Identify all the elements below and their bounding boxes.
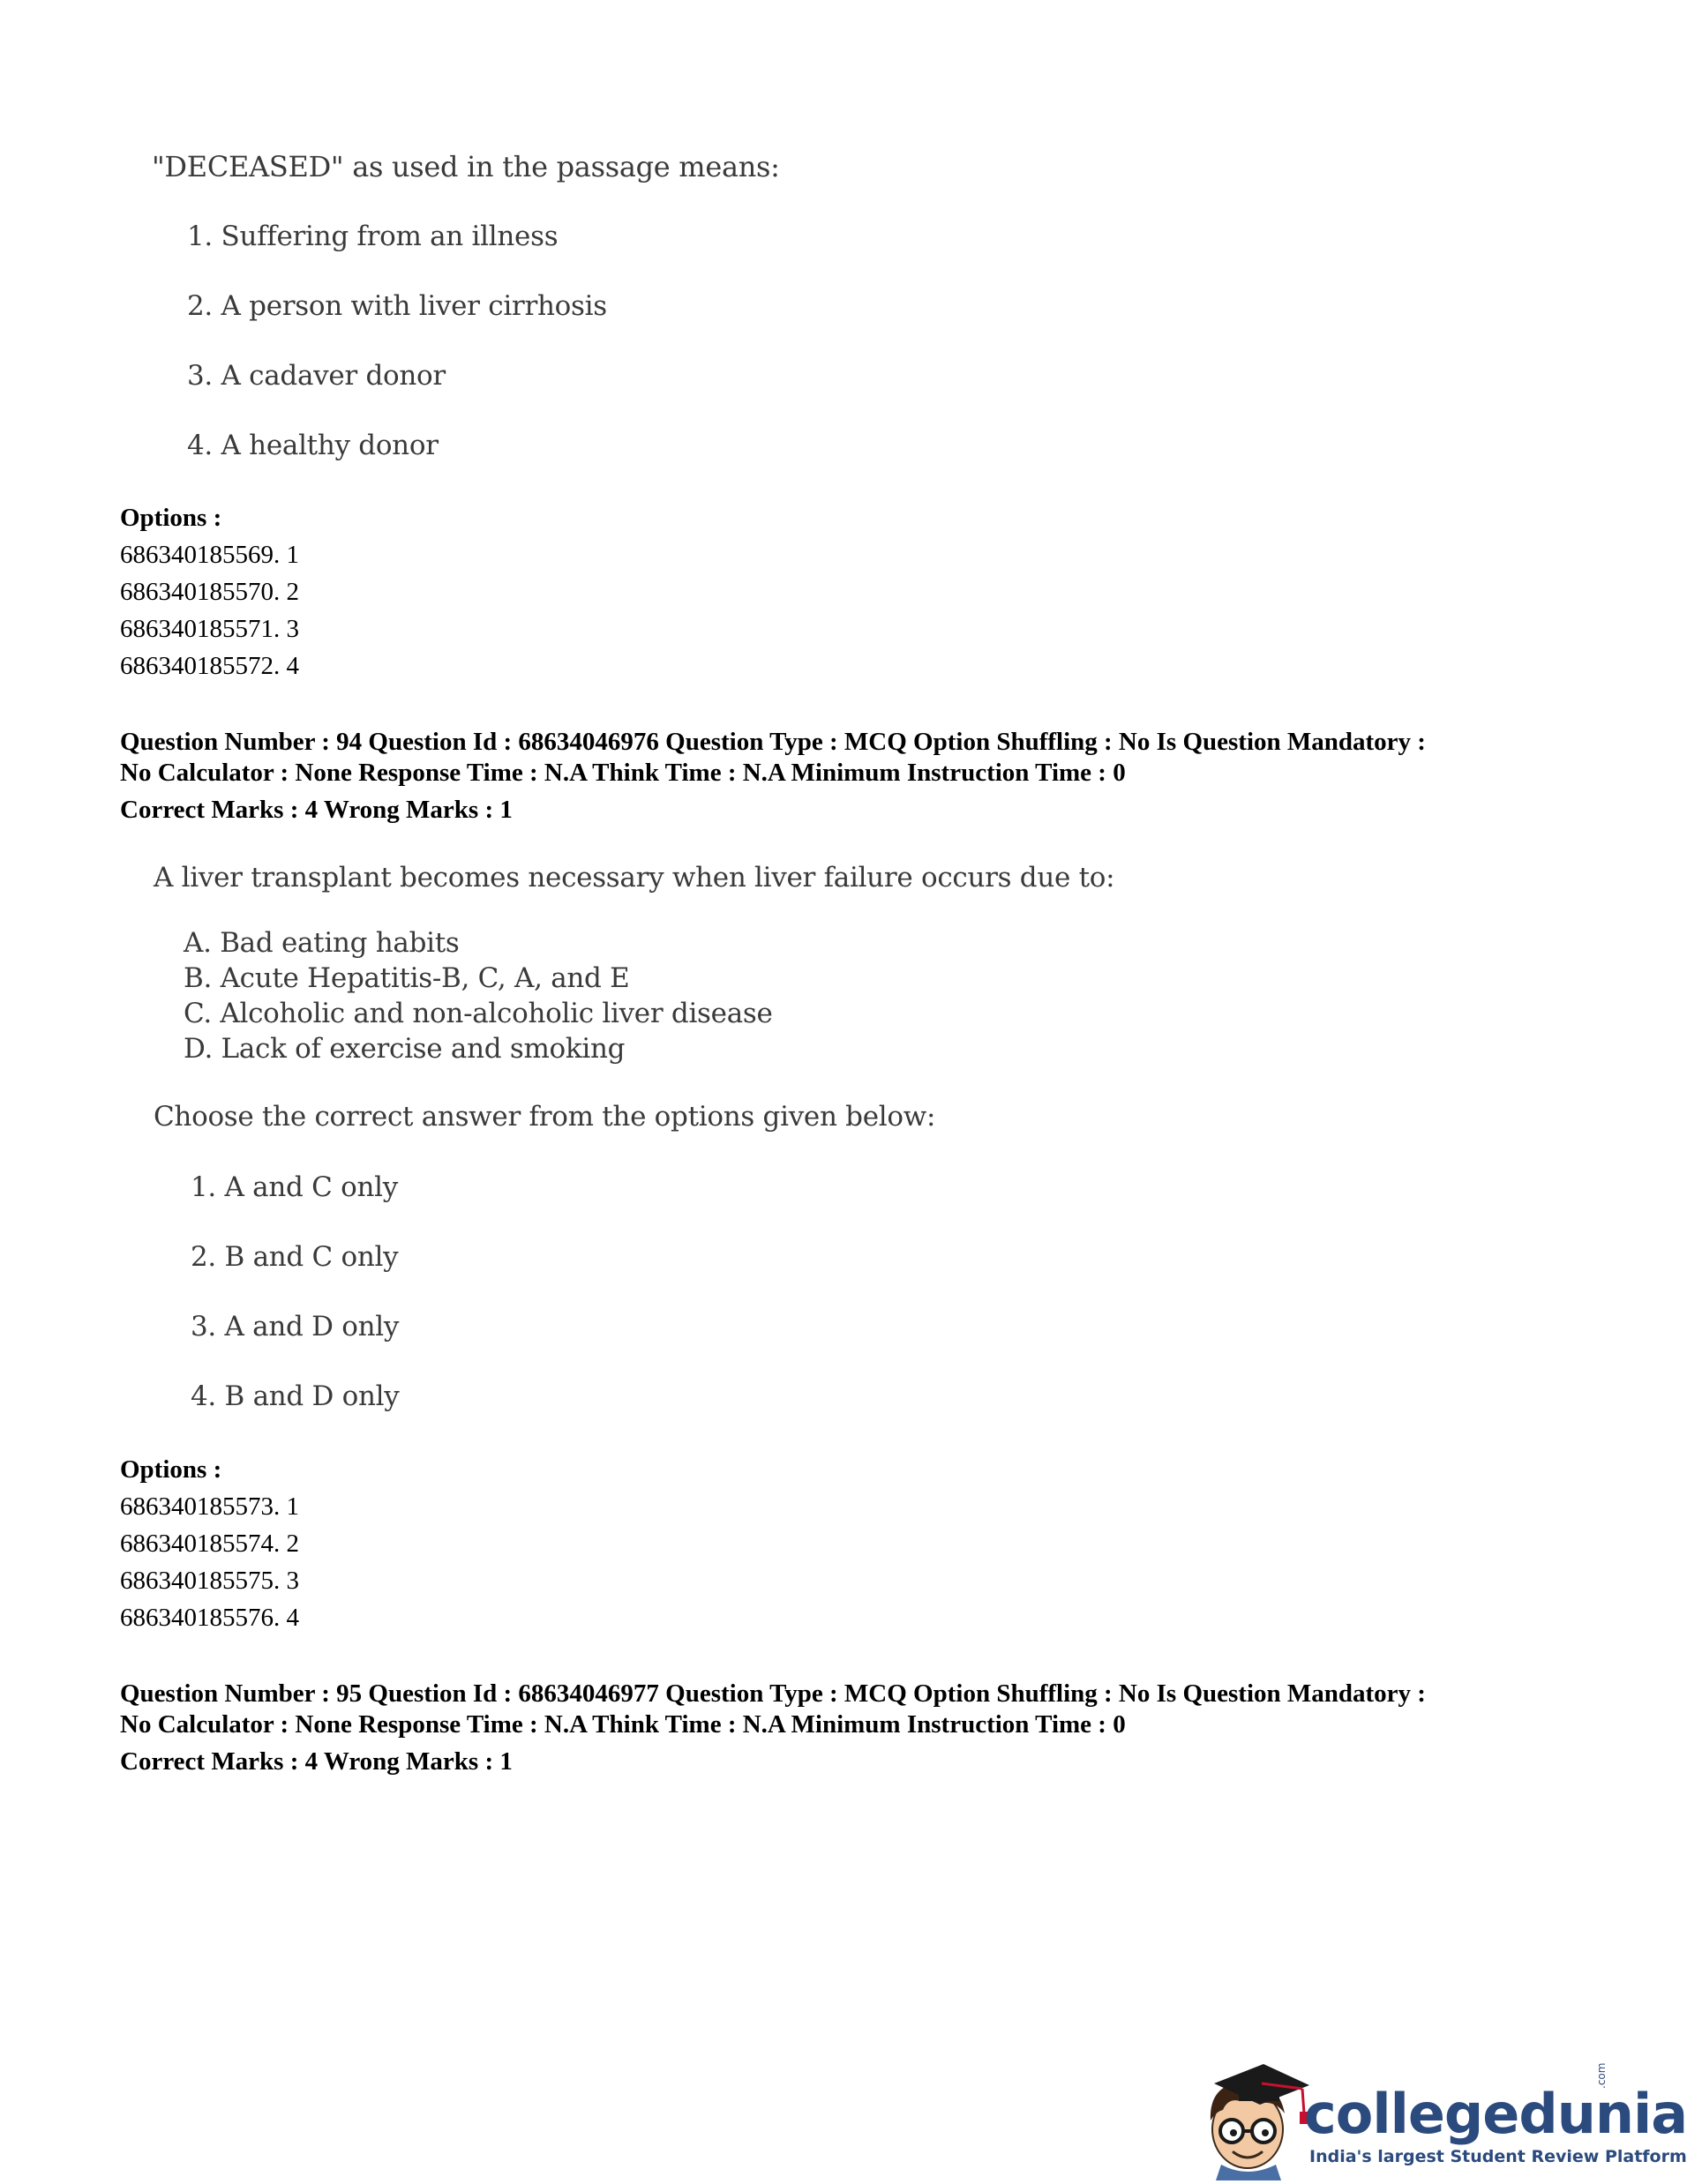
q94-stem: A liver transplant becomes necessary when liver failure occurs due to: (154, 862, 1115, 894)
q94-header-line2: No Calculator : None Response Time : N.A Think Time : N.A Minimum Instruction Time : 0 (120, 759, 1126, 787)
q93-choice-2: 2. A person with liver cirrhosis (187, 290, 607, 322)
collegedunia-logo (1196, 2053, 1687, 2184)
q94-options-label: Options : (120, 1455, 222, 1484)
logo-com: .com (1595, 2062, 1608, 2089)
logo-tagline: India's largest Student Review Platform (1309, 2147, 1687, 2166)
q93-option-4: 686340185572. 4 (120, 652, 299, 680)
q94-instruction: Choose the correct answer from the options given below: (154, 1101, 936, 1133)
q94-option-4: 686340185576. 4 (120, 1604, 299, 1632)
logo-wordmark: collegedunia (1304, 2082, 1687, 2146)
q94-choice-2: 2. B and C only (191, 1241, 399, 1273)
q93-option-3: 686340185571. 3 (120, 615, 299, 643)
q93-option-2: 686340185570. 2 (120, 578, 299, 606)
q93-choice-1: 1. Suffering from an illness (187, 221, 559, 252)
q93-stem: "DECEASED" as used in the passage means: (152, 150, 780, 183)
q94-choice-1: 1. A and C only (191, 1171, 398, 1203)
q94-statement-c: C. Alcoholic and non-alcoholic liver disease (184, 998, 773, 1029)
q95-header-line2: No Calculator : None Response Time : N.A Think Time : N.A Minimum Instruction Time : 0 (120, 1710, 1126, 1739)
q95-header-line1: Question Number : 95 Question Id : 68634046977 Question Type : MCQ Option Shuffling : No Is Question Mandatory : (120, 1679, 1426, 1708)
q93-choice-3: 3. A cadaver donor (187, 360, 446, 392)
q93-option-1: 686340185569. 1 (120, 541, 299, 569)
q94-option-2: 686340185574. 2 (120, 1530, 299, 1558)
q94-statement-d: D. Lack of exercise and smoking (184, 1033, 626, 1065)
q94-statement-a: A. Bad eating habits (184, 927, 460, 959)
q94-choice-3: 3. A and D only (191, 1311, 400, 1343)
q94-marks: Correct Marks : 4 Wrong Marks : 1 (120, 796, 513, 824)
q93-choice-4: 4. A healthy donor (187, 430, 439, 461)
q94-header-line1: Question Number : 94 Question Id : 68634046976 Question Type : MCQ Option Shuffling : No Is Question Mandatory : (120, 728, 1426, 756)
q94-option-3: 686340185575. 3 (120, 1567, 299, 1595)
q94-statement-b: B. Acute Hepatitis-B, C, A, and E (184, 962, 630, 994)
q94-option-1: 686340185573. 1 (120, 1492, 299, 1521)
q95-marks: Correct Marks : 4 Wrong Marks : 1 (120, 1747, 513, 1776)
q94-choice-4: 4. B and D only (191, 1380, 400, 1412)
mascot-icon (1196, 2059, 1311, 2180)
q93-options-label: Options : (120, 504, 222, 532)
